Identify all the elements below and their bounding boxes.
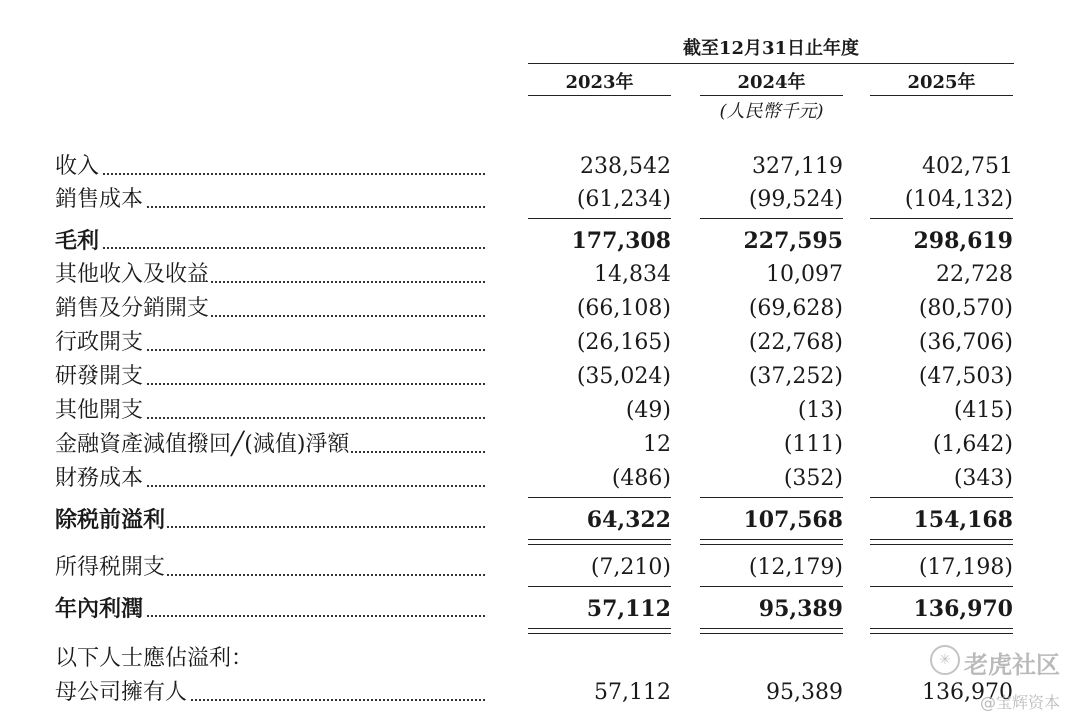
value-2023: 57,112	[594, 680, 671, 705]
subtotal-rule	[528, 497, 671, 498]
tiger-logo-icon: ✳	[930, 645, 960, 675]
table-row-gross-profit	[0, 224, 1080, 258]
table-row-profit-for-year	[0, 592, 1080, 626]
value-2024: 107,568	[743, 507, 843, 533]
value-2025: (36,706)	[918, 330, 1013, 355]
row-label: 所得税開支	[55, 555, 166, 580]
row-label: 銷售及分銷開支	[55, 296, 210, 321]
value-2024: (22,768)	[748, 330, 843, 355]
year-rule-2023	[528, 95, 671, 96]
row-label: 其他收入及收益	[55, 262, 210, 287]
period-header: 截至12月31日止年度	[682, 38, 860, 59]
table-row-other-expenses	[0, 394, 1080, 428]
value-2025: (47,503)	[918, 364, 1013, 389]
value-2023: (49)	[625, 398, 671, 423]
value-2024: 327,119	[752, 154, 843, 179]
value-2025: 402,751	[922, 154, 1013, 179]
value-2025: 136,970	[922, 680, 1013, 705]
table-row-attributable-heading	[0, 642, 1080, 676]
value-2023: (61,234)	[576, 187, 671, 212]
table-row-revenue	[0, 150, 1080, 184]
value-2024: (12,179)	[748, 555, 843, 580]
year-rule-2025	[870, 95, 1013, 96]
value-2024: 227,595	[743, 228, 843, 254]
subtotal-rule	[528, 218, 671, 219]
year-rule-2024	[700, 95, 843, 96]
row-label: 其他開支	[55, 398, 144, 423]
row-label: 毛利	[55, 228, 100, 254]
value-2024: (352)	[783, 466, 843, 491]
value-2024: (69,628)	[748, 296, 843, 321]
value-2024: 95,389	[766, 680, 843, 705]
watermark-handle: @宝辉资本	[979, 693, 1060, 712]
value-2025: (343)	[953, 466, 1013, 491]
value-2025: (80,570)	[918, 296, 1013, 321]
watermark-brand: 老虎社区	[964, 651, 1060, 679]
value-2024: (13)	[797, 398, 843, 423]
table-row-income-tax	[0, 551, 1080, 585]
row-label: 年內利潤	[55, 596, 144, 622]
value-2023: 238,542	[580, 154, 671, 179]
value-2023: (486)	[611, 466, 671, 491]
table-row-cost-of-sales	[0, 183, 1080, 217]
value-2023: 57,112	[586, 596, 671, 622]
value-2024: (99,524)	[748, 187, 843, 212]
double-rule	[528, 539, 671, 540]
year-2025-header: 2025年	[907, 72, 976, 93]
year-2023-header: 2023年	[565, 72, 634, 93]
table-row-selling-expenses	[0, 292, 1080, 326]
value-2024: 10,097	[766, 262, 843, 287]
value-2023: (35,024)	[576, 364, 671, 389]
value-2025: 298,619	[913, 228, 1013, 254]
row-label: 以下人士應佔溢利：	[55, 646, 254, 671]
value-2025: 154,168	[913, 507, 1013, 533]
subtotal-rule	[528, 586, 671, 587]
row-label: 銷售成本	[55, 187, 144, 212]
value-2023: 64,322	[586, 507, 671, 533]
value-2025: (415)	[953, 398, 1013, 423]
table-row-profit-before-tax	[0, 503, 1080, 537]
row-label: 財務成本	[55, 466, 144, 491]
table-row-rd-expenses	[0, 360, 1080, 394]
value-2023: (26,165)	[576, 330, 671, 355]
double-rule	[528, 628, 671, 629]
row-label: 除税前溢利	[55, 507, 166, 533]
value-2023: (66,108)	[576, 296, 671, 321]
value-2025: 22,728	[936, 262, 1013, 287]
value-2023: 12	[643, 432, 671, 457]
row-label: 行政開支	[55, 330, 144, 355]
value-2024: (111)	[783, 432, 843, 457]
value-2025: (104,132)	[904, 187, 1013, 212]
table-row-other-income	[0, 258, 1080, 292]
currency-unit: (人民幣千元)	[719, 101, 824, 122]
value-2025: (1,642)	[932, 432, 1013, 457]
value-2024: 95,389	[758, 596, 843, 622]
row-label: 母公司擁有人	[55, 680, 188, 705]
table-row-impairment	[0, 428, 1080, 462]
header-rule	[528, 63, 1014, 64]
table-row-finance-costs	[0, 462, 1080, 496]
row-label: 研發開支	[55, 364, 144, 389]
value-2025: 136,970	[913, 596, 1013, 622]
row-label: 收入	[55, 154, 100, 179]
value-2023: (7,210)	[590, 555, 671, 580]
value-2025: (17,198)	[918, 555, 1013, 580]
year-2024-header: 2024年	[737, 72, 806, 93]
value-2024: (37,252)	[748, 364, 843, 389]
value-2023: 14,834	[594, 262, 671, 287]
value-2023: 177,308	[571, 228, 671, 254]
row-label: 金融資產減值撥回╱(減值)淨額	[55, 432, 350, 457]
table-row-owners-of-parent	[0, 676, 1080, 710]
table-row-admin-expenses	[0, 326, 1080, 360]
